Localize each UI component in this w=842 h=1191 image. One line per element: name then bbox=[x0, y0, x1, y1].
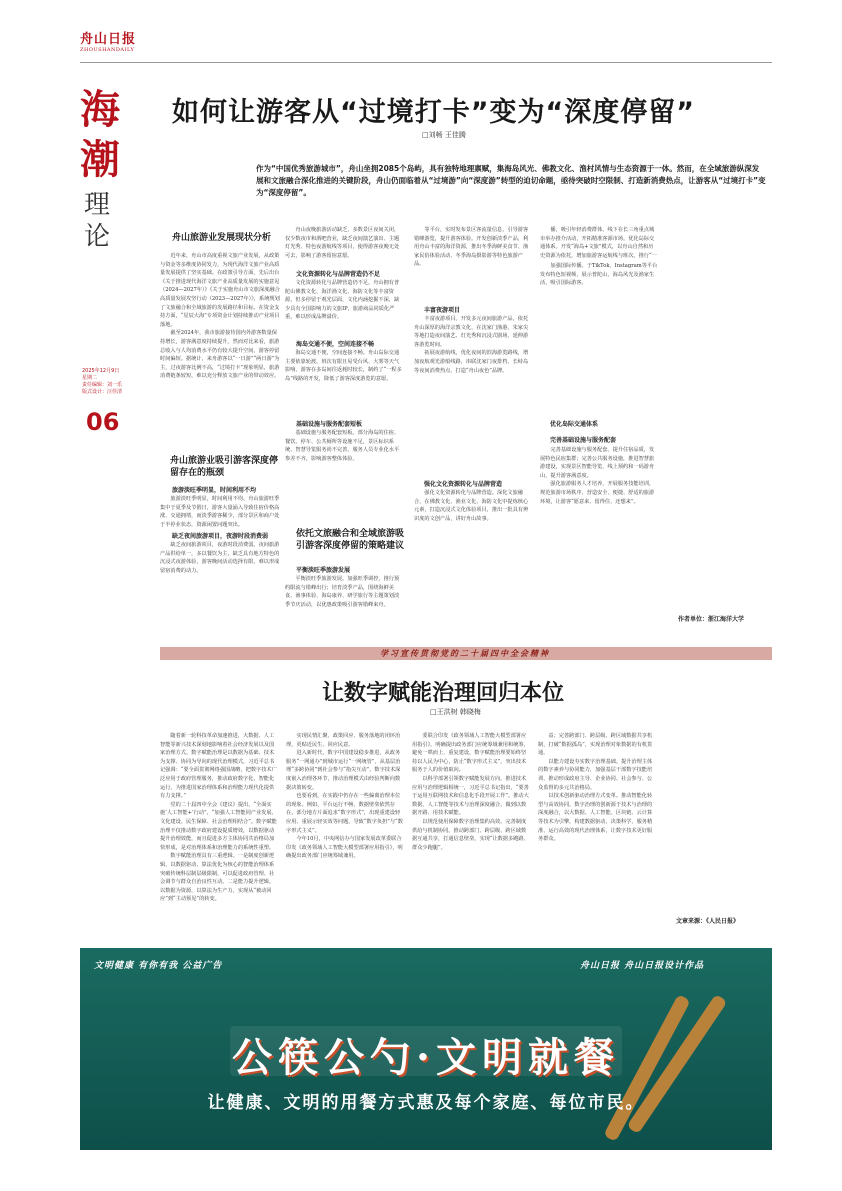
article1-subhead-c: 文化资源转化与品牌营造仍不足 bbox=[296, 271, 381, 278]
paragraph: 播，吸引年轻消费群体，线下在长三角重点城市举办推介活动，开拓精准客源市场。优化岛际交通体系。开发“海岛+文旅”模式，以舟山自然和历史资源为依托，增加旅游客运航线与班次，推行“一 bbox=[540, 227, 657, 259]
article1-section-1-title: 舟山旅游业发展现状分析 bbox=[172, 233, 272, 243]
paragraph: 以规范使用保障数字治理集约高效，完善制度供给与机制协同。推动跨部门、跨层级、跨区域数据互通共享，打通信息壁垒，实现“让数据多跑路、群众少跑腿”。 bbox=[412, 818, 529, 851]
article2-col-1 bbox=[160, 732, 278, 928]
paragraph: 以技术创新驱动治理方式变革。推动智能化转型与高效协同，数字治理的创新源于技术与治理的深度融合，以大数据、人工智能、区块链、云计算等技术为引擎，构建数据驱动、决策科学、服务精准、运行高效的现代治理体系，让数字技术更好服务群众。 bbox=[538, 793, 653, 843]
article1-col-3b bbox=[414, 315, 532, 399]
article1-col-2e bbox=[285, 575, 403, 637]
paragraph: 截至2024年，我市旅游接待国内外游客数量保持增长，游客满意度持续提升。然而对比来看，旅游总收入与人均消费水平仍有较大提升空间，游客停留时间偏短。据统计，来舟游客以“一日游”“两日游”为主，过夜游客比例不高，“过境打卡”现象明显，旅游消费链条较短，难以充分释放文旅产业的带动效应。 bbox=[160, 330, 280, 380]
paragraph: 随着新一轮科技革命加速推进，大数据、人工智能等新兴技术深刻地影响着社会经济发展以及国家治理方式。数字赋能治理是以数据为基础、技术为支撑、协同为导向的现代治理模式，习近平总书记强调：“要全面贯彻网络强国战略，把数字技术广泛应用于政府管理服务，推动政府数字化、智能化运行，为推进国家治理体系和治理能力现代化提供有力支撑。” bbox=[160, 733, 277, 800]
article1-lead: 作为“中国优秀旅游城市”，舟山坐拥2085个岛屿，具有独特地理禀赋，集海岛风光、佛教文化、渔村风情与生态资源于一体。然而，在全域旅游纵深发展和文旅融合深化推进的关键阶段，舟山仍面临着从“过境游”向“深度游”转型的迫切命题，亟待突破时空限制、打造新消费热点，让游客从“过境打卡”变为“深度停留”。 bbox=[256, 164, 766, 197]
topic-band-text: 学习宣传贯彻党的二十届四中全会精神 bbox=[380, 649, 550, 658]
article1-section-3-title: 依托文旅融合和全域旅游吸引游客深度停留的策略建议 bbox=[296, 529, 404, 551]
editor: 责任编辑：刘一乐 bbox=[82, 382, 123, 388]
paragraph: 舟山夜晚旅游活动缺乏，多数景区夜间关闭，仅少数夜市和酒吧营业，缺乏夜间演艺演出、主题灯光秀、特色夜游航线等项目，使得游客夜晚无处可去，影响了游客留宿意愿。 bbox=[285, 227, 400, 259]
paragraph: 文化资源转化与品牌营造仍不足。舟山拥有普陀山佛教文化、海洋渔文化、海防文化等丰富资源，但多停留于观光层面，文化内涵挖掘不深，缺少具有全国影响力的文旅IP，旅游商品同质化严重，难以形成品牌溢价。 bbox=[285, 280, 400, 321]
page-number: 06 bbox=[86, 408, 120, 436]
ad-header-right: 舟山日报 舟山日报设计作品 bbox=[580, 961, 705, 971]
top-rule bbox=[80, 62, 772, 63]
paragraph: 海岛交通不便，空间连接不畅。舟山岛际交通主要依靠轮渡，班次有限且易受台风、大雾等天气影响，游客在多岛间往返耗时较长，制约了“一程多岛”线路的开发，降低了游客深度游览的意愿。 bbox=[285, 350, 402, 382]
paragraph: 党的二十届四中全会《建议》提出，“全面实施‘人工智能+’行动”，“加强人工智能同产业发展、文化建设、民生保障、社会治理相结合”。数字赋能治理不仅推动数字政府建设提质增效，以数据驱动提升治理效能，而且促进多方主体协同共治格局加快形成，是对治理体系和治理能力的系统性重塑。 bbox=[160, 801, 277, 851]
paragraph: 强化旅游服务人才培养，开展服务技能培训，规范旅游市场秩序，营造安全、便捷、舒适的旅游环境，让游客“愿意来、留得住、还想来”。 bbox=[540, 481, 655, 505]
article1-col-2d bbox=[285, 429, 403, 481]
article1-col-1 bbox=[160, 252, 280, 426]
article1-col-4a bbox=[540, 226, 658, 260]
article2-credit: 文章来源：《人民日报》 bbox=[676, 918, 740, 925]
paragraph: 以科学部署引领数字赋能发展方向。推进技术应用与治理逻辑相统一，习近平总书记指出，“要善于运用互联网技术和信息化手段开展工作”。推动大数据、人工智能等技术与治理深度融合，做到以数据开路、用技术赋能。 bbox=[412, 775, 529, 817]
article2-col-2 bbox=[286, 732, 404, 928]
issue-day: 星期二 bbox=[82, 375, 98, 381]
article1-subhead-b: 缺乏夜间旅游项目，夜游时段消费弱 bbox=[172, 533, 269, 540]
paragraph: 进入新时代，数字中国建设稳步推进，从政务服务“一网通办”到城市运行“一网统管”，从基层治理“多跨协同”到社会参与“指尖互动”，数字技术深度嵌入治理各环节，推动治理模式由经验判断向数据决策转变。 bbox=[286, 750, 401, 791]
paragraph: 近年来，舟山市高度重视文旅产业发展，从政策与资金等多维度协同发力，为现代海洋文旅产业高质量发展提供了坚实基础。在政策引导方面，先后出台《关于推进现代海洋文旅产业高质量发展的实施意见（2024—2027年）》《关于实施舟山市文旅深度融合高质量发展攻坚行动（2023—2027年）》，系统规划了文旅融合和全域旅游的发展路径和目标。在资金支持方面，“星辰大海”专项资金计划持续推动产业项目落地。 bbox=[160, 253, 280, 328]
paragraph: 拓展夜游航线，优化夜间的滨海游览路线，增加夜航观光游船线路，串联沈家门夜排档、长峙岛等夜间消费热点，打造“舟山夜色”品牌。 bbox=[414, 350, 529, 374]
paragraph: 以能力建设夯实数字治理基础。提升治理主体的数字素养与协同能力，加强基层干部数字技能培训，推动形成政府主导、企业协同、社会参与、公众监督的多元共治格局。 bbox=[538, 758, 653, 791]
ad-slogan: 公筷公勺·文明就餐 bbox=[232, 1034, 620, 1081]
paragraph: 旅游淡旺季明显，时间利用不均。舟山旅游旺季集中于夏季及节假日，游客大量涌入导致住宿价格高涨、交通拥堵，而淡季游客稀少，部分景区和商户处于半停业状态，资源闲置问题突出。 bbox=[160, 496, 280, 528]
article1-col-3a bbox=[414, 226, 532, 282]
paragraph: 完善基础设施与服务配套。提升住宿品质，发展特色民宿集群；完善公共服务设施，推进智慧旅游建设，实现景区智能导览、线上预约和一码游舟山，提升游客满意度。 bbox=[540, 447, 655, 479]
article1-col-2a bbox=[285, 226, 403, 266]
article1-col-4c bbox=[540, 446, 658, 622]
side-info bbox=[82, 368, 142, 396]
paragraph: 今年10月，中央网信办与国家发展改革委联合印发《政务领域人工智能大模型部署应用指引》，明确提出政务部门应统筹域兼用。 bbox=[286, 836, 403, 860]
paragraph: 等平台，实时发布景区客流量信息，引导游客错峰游览，提升游客体验。开发创新淡季产品，利用舟山丰富的海洋资源，推出冬季海鲜美食节、渔家民俗体验活动、冬季海岛摄影游等特色旅游产品。 bbox=[414, 227, 529, 268]
article1-subhead-h: 强化文化资源转化与品牌营造 bbox=[424, 481, 503, 488]
ad-subtitle: 让健康、文明的用餐方式惠及每个家庭、每位市民。 bbox=[207, 1093, 645, 1113]
article2-col-4 bbox=[538, 732, 656, 912]
paragraph: 益；完善跨部门、跨层级、跨区域数据共享机制，打破“数据孤岛”，实现治理对象数据的有机贯通。 bbox=[538, 733, 653, 757]
paragraph: 也要看到，在实践中仍存在一些偏离治理本位的现象。例如，平台运行不畅、数据壁垒依然存在，部分地方片面追求“数字形式”，出现重建设轻应用、重展示轻实效等问题，导致“数字负担”与“数字形式主义”。 bbox=[286, 793, 403, 834]
article1-subhead-e: 基础设施与服务配套短板 bbox=[296, 421, 363, 428]
paragraph: 丰富夜游项目。开发多元夜间旅游产品，依托舟山深厚的海洋宗教文化、在沈家门渔港、朱家尖等地打造夜间演艺、灯光秀和沉浸式剧场，延伸游客游览时间。 bbox=[414, 316, 529, 348]
section-title-char-1: 海 bbox=[80, 87, 120, 133]
article1-subhead-f: 平衡淡旺季旅游发展 bbox=[296, 567, 351, 574]
section-title-char-2: 潮 bbox=[80, 137, 120, 183]
paragraph: 平衡淡旺季旅游发展。加强旺季调控，推行预约限流与错峰出行；培育淡季产品，围绕海鲜美食、渔事体验、海岛康养、研学旅行等主题策划淡季节庆活动，以优惠政策吸引游客错峰来舟。 bbox=[285, 576, 400, 608]
masthead bbox=[80, 28, 140, 58]
article1-col-2c bbox=[285, 349, 403, 405]
paragraph: 强化文化资源转化与品牌营造。深化文旅融合，在佛教文化、渔业文化、海防文化中提炼核心元素，打造沉浸式文化体验项目，推出一批具有辨识度的文创产品，讲好舟山故事。 bbox=[414, 490, 529, 522]
paragraph: 加强国际传播。于TikTok、Instagram等平台发布特色短视频，展示普陀山、海岛风光及渔家生活，吸引国际游客。 bbox=[540, 263, 658, 287]
article1-section-2-title: 舟山旅游业吸引游客深度停留存在的瓶颈 bbox=[170, 456, 279, 478]
section-subtitle-char-2: 论 bbox=[84, 222, 111, 252]
paragraph: 基础设施与服务配套短板。部分海岛的住宿、餐饮、停车、公共厕所等设施不足，景区标识系统、智慧导览服务尚不完善，服务人员专业化水平参差不齐，影响游客整体体验。 bbox=[285, 430, 400, 462]
article1-col-2b bbox=[285, 279, 403, 339]
article1-col-4b bbox=[540, 262, 658, 370]
newspaper-logo-sub: ZHOUSHANDAILY bbox=[80, 47, 135, 53]
section-subtitle-char-1: 理 bbox=[84, 190, 111, 220]
article2-byline: □王洪树 韩晓梅 bbox=[430, 708, 481, 716]
article1-subhead-i: 优化岛际交通体系 bbox=[550, 421, 599, 428]
ad-header-left: 文明健康 有你有我 公益广告 bbox=[94, 961, 223, 971]
article1-subhead-a: 旅游淡旺季明显，时间利用不均 bbox=[172, 487, 257, 494]
article1-subhead-j: 完善基础设施与服务配套 bbox=[550, 437, 617, 444]
article2-headline: 让数字赋能治理回归本位 bbox=[322, 681, 565, 706]
article1-subhead-g: 丰富夜游项目 bbox=[424, 307, 461, 314]
article1-subhead-d: 海岛交通不便，空间连接不畅 bbox=[296, 341, 375, 348]
article1-byline: □刘畅 王佳腾 bbox=[422, 131, 466, 139]
paragraph: 缺乏夜间旅游项目，夜游时段消费弱。夜间旅游产品供给单一，多以餐饮为主，缺乏具有地方特色的沉浸式夜游体验，游客晚间活动选择有限，难以形成留宿消费的动力。 bbox=[160, 542, 280, 574]
issue-date: 2025年12月9日 bbox=[82, 368, 120, 374]
article1-credit: 作者单位：浙江海洋大学 bbox=[678, 616, 745, 623]
article1-col-3c bbox=[414, 489, 532, 637]
article1-col-1c bbox=[160, 541, 280, 636]
article1-col-1b bbox=[160, 495, 280, 531]
designer: 版式设计：汪佳清 bbox=[82, 389, 123, 395]
public-service-ad bbox=[80, 948, 772, 1150]
article1-headline: 如何让游客从“过境打卡”变为“深度停留” bbox=[172, 97, 695, 128]
newspaper-logo: 舟山日报 bbox=[80, 32, 137, 47]
paragraph: 委联合印发《政务领域人工智能大模型部署应用指引》，明确提出政务部门应统筹域兼用和统筹，避免一哄而上、重复建设。数字赋能治理要始终坚持以人民为中心，防止“数字形式主义”，突出技术服务于人的价值取向。 bbox=[412, 733, 529, 774]
article2-col-3 bbox=[412, 732, 530, 928]
paragraph: 数字赋能治理具有三重逻辑。一是制度创新逻辑，以数据驱动、算法优化为核心的智能治理体系突破传统科层制层级限制，可以促进政府管理、社会调节与群众自治良性互动。二是能力提升逻辑，以数据为资源，以算法为生产力，实现从“被动回应”到“主动预见”的转变。 bbox=[160, 853, 275, 903]
paragraph: 实现民情汇聚、政策回应、服务落地的闭环治理，更贴近民生、回应民意。 bbox=[286, 733, 401, 748]
